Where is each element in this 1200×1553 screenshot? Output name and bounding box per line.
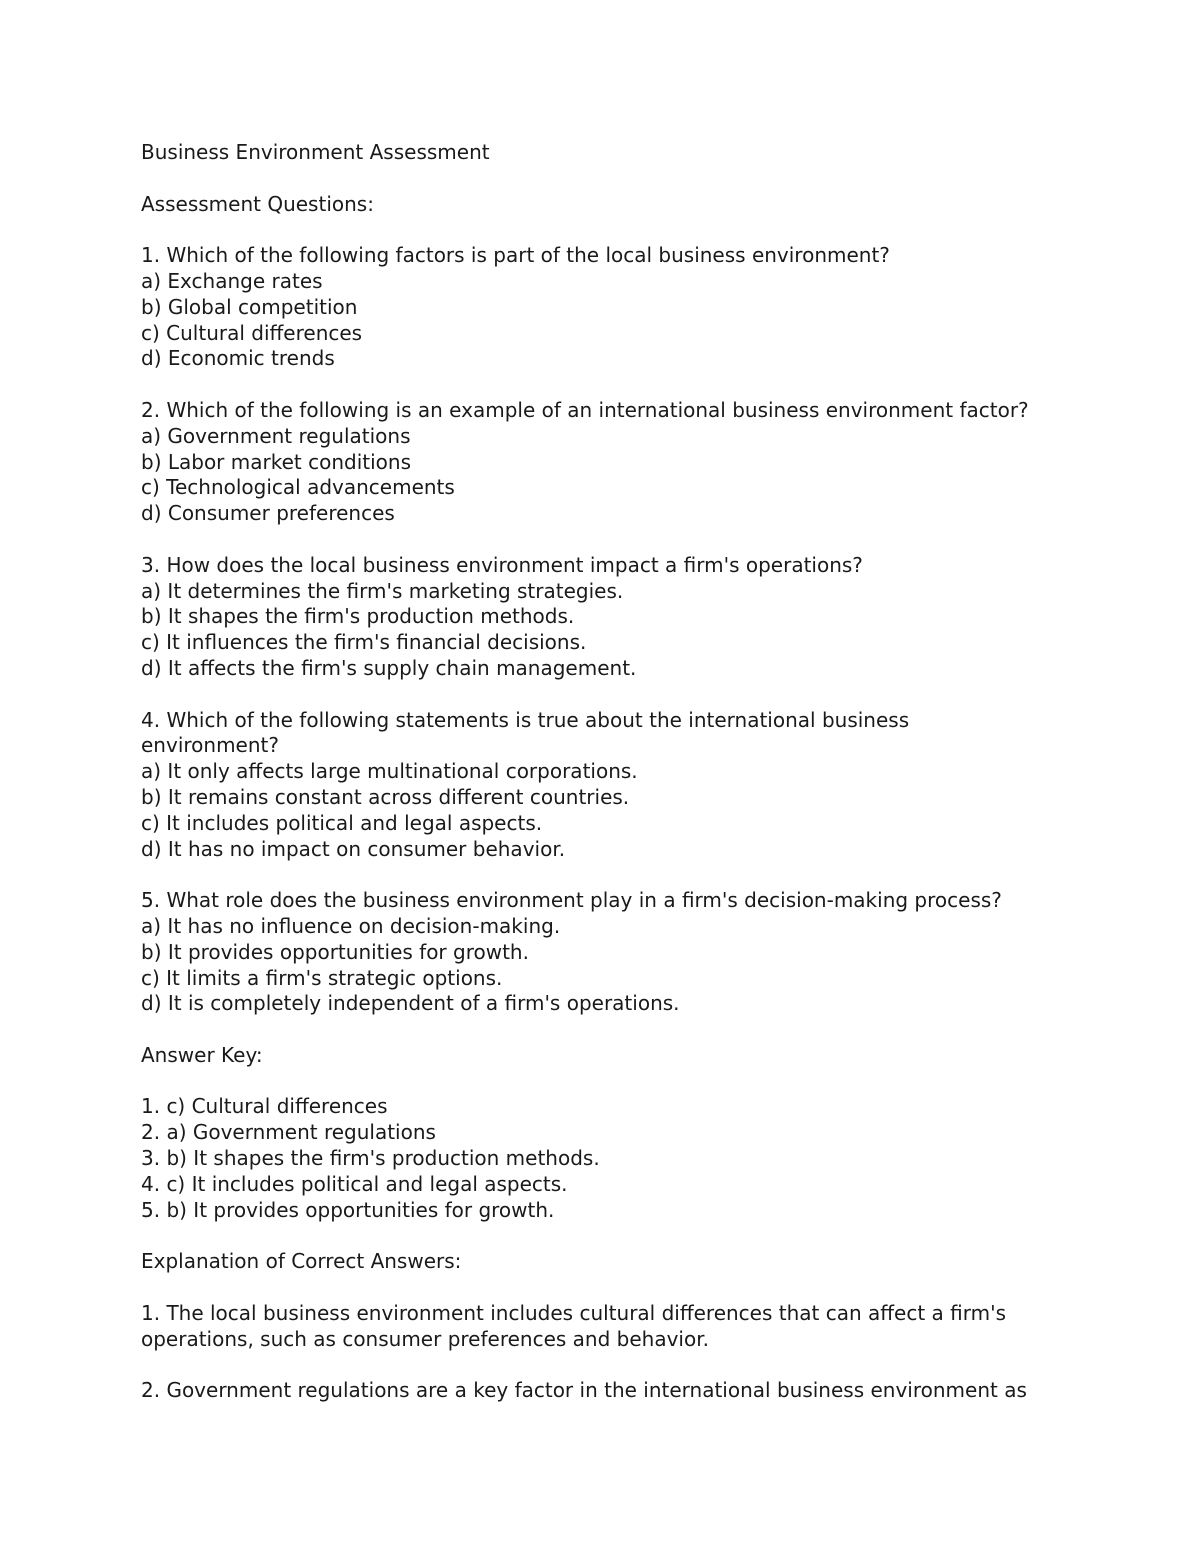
answer-key-heading: Answer Key: [141, 1042, 263, 1067]
question-4 [141, 708, 1101, 863]
explanation-2 [141, 1378, 1101, 1404]
question-option: a) It only affects large multinational corporations. [141, 759, 638, 784]
question-text: 4. Which of the following statements is true about the international business [141, 707, 910, 732]
question-option: b) It provides opportunities for growth. [141, 939, 529, 964]
question-option: a) Government regulations [141, 423, 411, 448]
question-option: d) It is completely independent of a firm's operations. [141, 991, 680, 1016]
question-option: d) It affects the firm's supply chain management. [141, 655, 637, 680]
question-option: d) It has no impact on consumer behavior. [141, 836, 566, 861]
questions-heading: Assessment Questions: [141, 191, 374, 216]
question-option: c) Technological advancements [141, 475, 455, 500]
question-1 [141, 243, 1101, 372]
explanation-text: 1. The local business environment includes cultural differences that can affect a firm's [141, 1300, 1007, 1325]
question-option: d) Consumer preferences [141, 501, 395, 526]
explanation-1 [141, 1301, 1101, 1353]
question-option: d) Economic trends [141, 346, 335, 371]
question-option: b) Global competition [141, 294, 358, 319]
answer-key-item: 5. b) It provides opportunities for growth. [141, 1197, 555, 1222]
question-option: a) Exchange rates [141, 268, 323, 293]
question-option: c) It includes political and legal aspects. [141, 810, 543, 835]
question-option: c) It influences the firm's financial decisions. [141, 630, 587, 655]
document-page [141, 140, 1101, 1404]
answer-key-item: 2. a) Government regulations [141, 1120, 436, 1145]
question-option: b) Labor market conditions [141, 449, 411, 474]
question-3 [141, 553, 1101, 682]
question-option: c) It limits a firm's strategic options. [141, 965, 503, 990]
question-2 [141, 398, 1101, 527]
question-text: 5. What role does the business environment play in a firm's decision-making process? [141, 888, 1002, 913]
answer-key-list [141, 1094, 1101, 1223]
question-option: a) It determines the firm's marketing strategies. [141, 578, 624, 603]
answer-key-item: 3. b) It shapes the firm's production methods. [141, 1146, 600, 1171]
question-text: 3. How does the local business environment impact a firm's operations? [141, 552, 863, 577]
answer-key-item: 4. c) It includes political and legal aspects. [141, 1171, 568, 1196]
question-text-continued: environment? [141, 733, 279, 758]
question-text: 2. Which of the following is an example of an international business environment factor? [141, 397, 1029, 422]
explanation-text-continued: operations, such as consumer preferences and behavior. [141, 1326, 709, 1351]
document-title: Business Environment Assessment [141, 140, 490, 164]
question-option: b) It shapes the firm's production methods. [141, 604, 575, 629]
question-option: b) It remains constant across different countries. [141, 784, 630, 809]
question-text: 1. Which of the following factors is part of the local business environment? [141, 243, 890, 268]
question-5 [141, 888, 1101, 1017]
explanation-heading: Explanation of Correct Answers: [141, 1249, 462, 1274]
question-option: c) Cultural differences [141, 320, 363, 345]
answer-key-item: 1. c) Cultural differences [141, 1094, 388, 1119]
explanation-text: 2. Government regulations are a key factor in the international business environment as [141, 1378, 1027, 1403]
question-option: a) It has no influence on decision-making. [141, 913, 561, 938]
